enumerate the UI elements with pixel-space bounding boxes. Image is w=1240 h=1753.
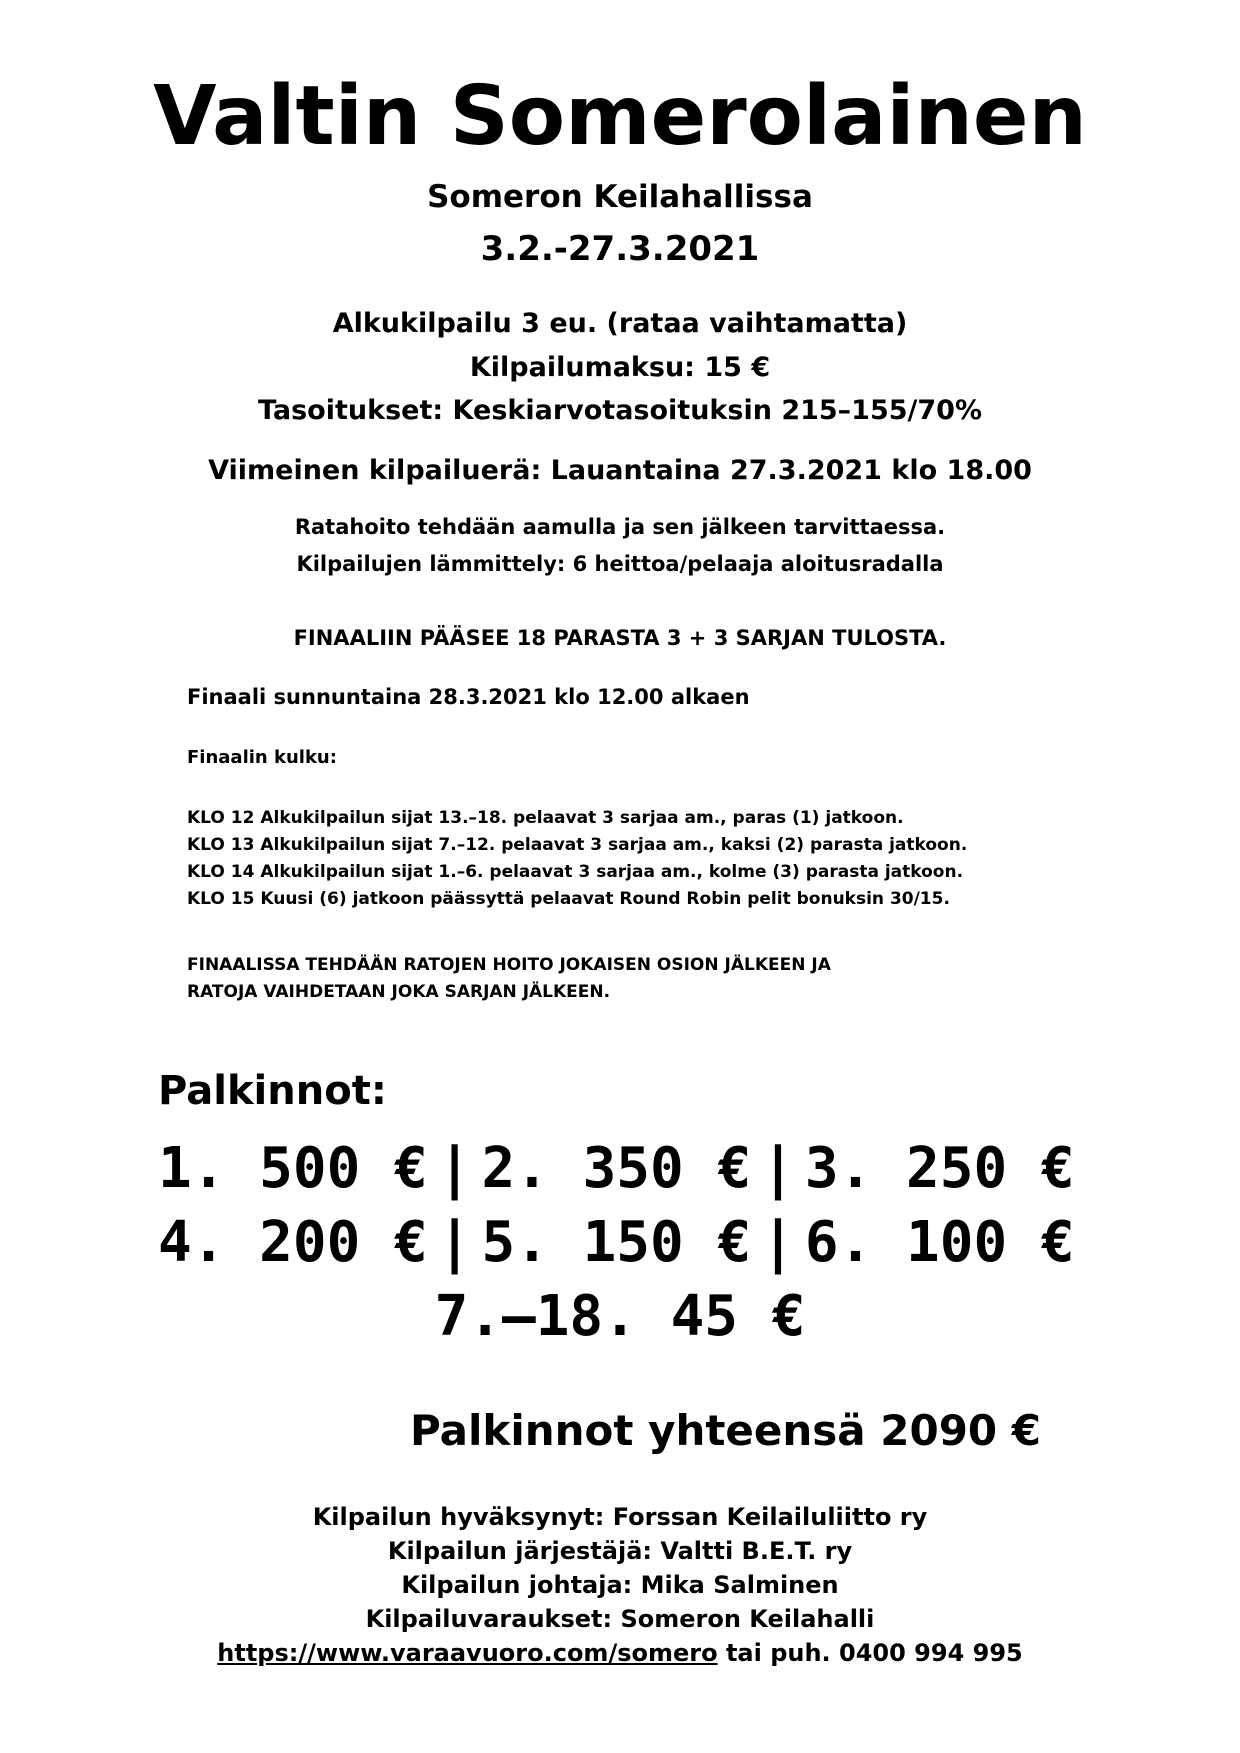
warmup-info: Kilpailujen lämmittely: 6 heittoa/pelaaja aloitusradalla	[296, 552, 944, 576]
prize-separator: |	[437, 1136, 472, 1201]
prize-5: 5. 150 €	[481, 1210, 752, 1275]
schedule-item: KLO 14 Alkukilpailun sijat 1.–6. pelaavat 3 sarjaa am., kolme (3) parasta jatkoon.	[187, 862, 964, 882]
schedule-item: KLO 13 Alkukilpailun sijat 7.–12. pelaavat 3 sarjaa am., kaksi (2) parasta jatkoon.	[187, 835, 968, 855]
schedule-item: KLO 12 Alkukilpailun sijat 13.–18. pelaavat 3 sarjaa am., paras (1) jatkoon.	[187, 808, 904, 828]
lane-maintenance-info: Ratahoito tehdään aamulla ja sen jälkeen tarvittaessa.	[294, 515, 946, 539]
prize-1: 1. 500 €	[158, 1136, 428, 1201]
finals-date: Finaali sunnuntaina 28.3.2021 klo 12.00 alkaen	[187, 685, 750, 709]
prize-3: 3. 250 €	[804, 1136, 1075, 1201]
maintenance-note-line: RATOJA VAIHDETAAN JOKA SARJAN JÄLKEEN.	[187, 982, 611, 1002]
finals-heading: Finaalin kulku:	[187, 747, 337, 768]
approved-by: Kilpailun hyväksynyt: Forssan Keilailuliitto ry	[312, 1503, 928, 1531]
prize-separator: |	[761, 1210, 795, 1275]
prize-2: 2. 350 €	[481, 1136, 752, 1201]
prize-6: 6. 100 €	[804, 1210, 1075, 1275]
qualifier-info: Alkukilpailu 3 eu. (rataa vaihtamatta)	[332, 308, 908, 339]
schedule-item: KLO 15 Kuusi (6) jatkoon päässyttä pelaavat Round Robin pelit bonuksin 30/15.	[187, 889, 950, 909]
prize-4: 4. 200 €	[158, 1210, 428, 1275]
prizes-total: Palkinnot yhteensä 2090 €	[410, 1406, 1042, 1455]
prize-7-18: 7.–18. 45 €	[434, 1284, 806, 1349]
dates: 3.2.-27.3.2021	[480, 229, 760, 269]
finals-schedule	[187, 805, 967, 913]
prize-row-2	[158, 1208, 1075, 1278]
prizes-heading: Palkinnot:	[158, 1068, 387, 1114]
fee-info: Kilpailumaksu: 15 €	[469, 352, 771, 383]
prize-row-1	[158, 1134, 1075, 1204]
prize-separator: |	[437, 1210, 472, 1275]
footer	[0, 1500, 1240, 1670]
handicap-info: Tasoitukset: Keskiarvotasoituksin 215–155/70%	[257, 395, 983, 426]
organizer: Kilpailun järjestäjä: Valtti B.E.T. ry	[387, 1537, 853, 1565]
maintenance-note-line: FINAALISSA TEHDÄÄN RATOJEN HOITO JOKAISEN OSION JÄLKEEN JA	[187, 955, 831, 975]
booking-link[interactable]: https://www.varaavuoro.com/somero	[217, 1639, 718, 1667]
venue: Someron Keilahallissa	[427, 179, 813, 215]
contact-line	[0, 1636, 1240, 1670]
bookings: Kilpailuvaraukset: Someron Keilahalli	[365, 1605, 875, 1633]
finals-maintenance-note	[187, 952, 831, 1006]
phone-text: tai puh. 0400 994 995	[717, 1639, 1023, 1667]
last-round-info: Viimeinen kilpailuerä: Lauantaina 27.3.2021 klo 18.00	[208, 455, 1032, 486]
finals-qualify-note: FINAALIIN PÄÄSEE 18 PARASTA 3 + 3 SARJAN TULOSTA.	[293, 626, 947, 650]
director: Kilpailun johtaja: Mika Salminen	[401, 1571, 839, 1599]
prize-separator: |	[761, 1136, 795, 1201]
page-title: Valtin Somerolainen	[153, 69, 1087, 164]
